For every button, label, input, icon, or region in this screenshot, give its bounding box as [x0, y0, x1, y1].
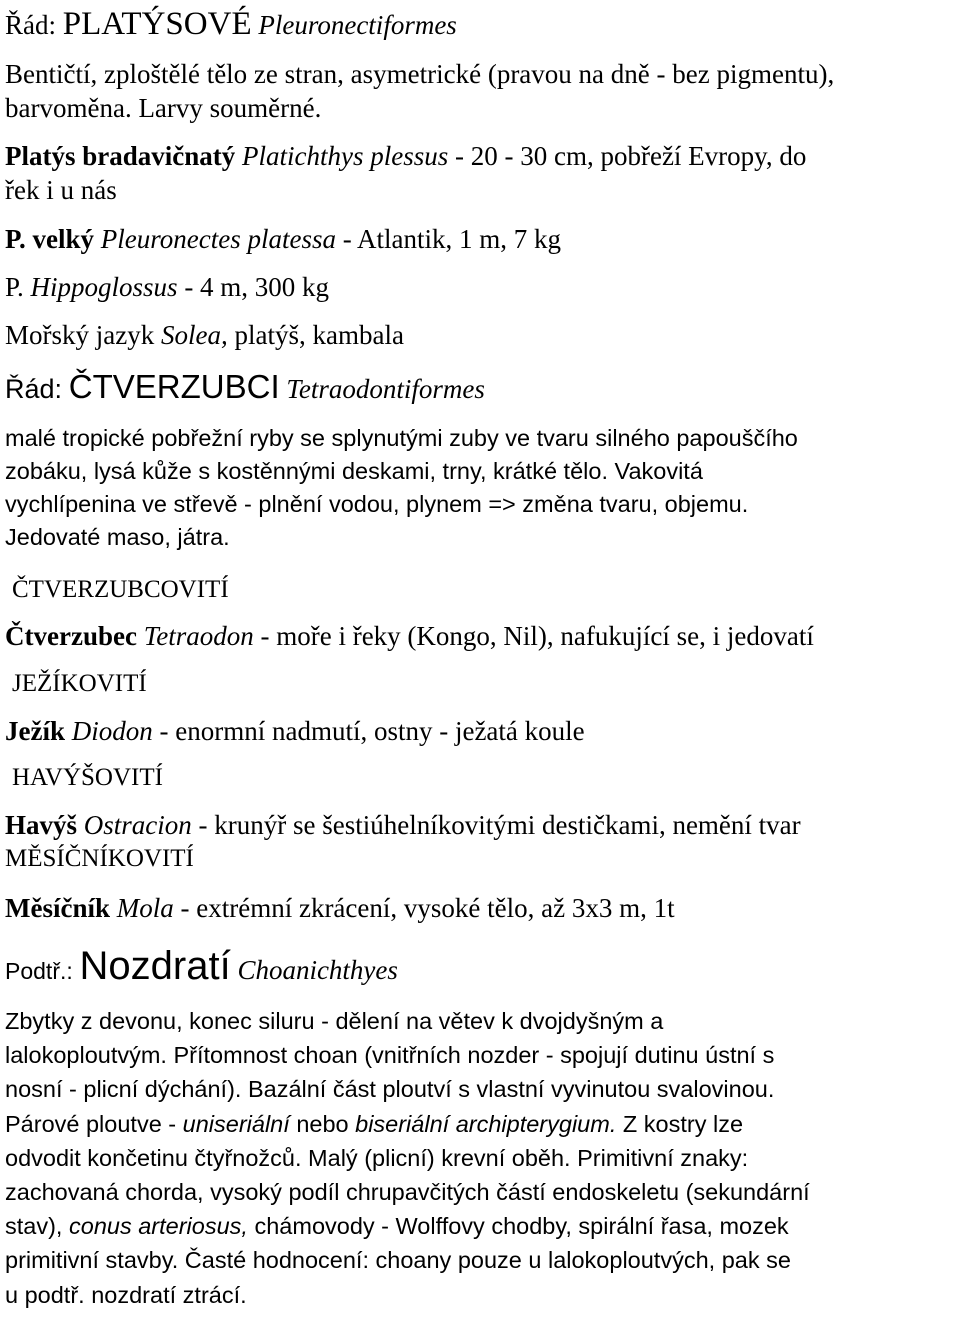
desc-text: Párové ploutve -: [5, 1110, 177, 1137]
order-name: PLATÝSOVÉ: [62, 6, 252, 42]
species-name: Havýš: [5, 810, 78, 840]
species-entry: [5, 891, 954, 925]
desc-text: Z kostry lze: [622, 1110, 744, 1137]
desc-line: Zbytky z devonu, konec siluru - dělení na větev k dvojdyšným a: [5, 1008, 664, 1034]
species-info: - enormní nadmutí, ostny - ježatá koule: [159, 716, 585, 746]
species-info: řek i u nás: [5, 175, 117, 205]
subclass-name: Nozdratí: [79, 944, 231, 988]
order-prefix: Řád:: [5, 10, 56, 40]
desc-line: Jedovaté maso, játra.: [5, 524, 230, 550]
desc-line: lalokoploutvým. Přítomnost choan (vnitřních nozder - spojují dutinu ústní s: [5, 1042, 775, 1069]
desc-line: [5, 1107, 954, 1141]
desc-line: malé tropické pobřežní ryby se splynutými zuby ve tvaru silného papouščího: [5, 425, 798, 451]
desc-text: nebo: [296, 1110, 349, 1137]
species-entry: [5, 714, 954, 748]
species-latin: Hippoglossus: [30, 272, 178, 302]
family-heading: HAVÝŠOVITÍ: [12, 764, 163, 791]
desc-line: odvodit končetinu čtyřnožců. Malý (plicní) krevní oběh. Primitivní znaky:: [5, 1144, 749, 1171]
desc-line: Bentičtí, zploštělé tělo ze stran, asymetrické (pravou na dně - bez pigmentu),: [5, 59, 835, 89]
order-latin: Pleuronectiformes: [258, 10, 457, 40]
species-name: P.: [5, 272, 24, 302]
desc-text: chámovody - Wolffovy chodby, spirální řasa, mozek: [254, 1213, 789, 1240]
subclass-heading: [5, 940, 954, 997]
order-description: [5, 422, 954, 554]
species-entry: [5, 270, 954, 304]
desc-text: stav),: [5, 1213, 63, 1240]
species-latin: Diodon: [71, 716, 153, 746]
family-heading: MĚSÍČNÍKOVITÍ: [5, 845, 194, 872]
species-name: Platýs bradavičnatý: [5, 141, 236, 171]
species-name: Ježík: [5, 716, 65, 746]
order-latin: Tetraodontiformes: [286, 374, 485, 404]
species-info: - Atlantik, 1 m, 7 kg: [342, 224, 561, 254]
order-description: [5, 57, 954, 125]
species-info: - extrémní zkrácení, vysoké tělo, až 3x3 m, 1t: [180, 893, 675, 923]
species-info: - 4 m, 300 kg: [184, 272, 330, 302]
species-name: P. velký: [5, 224, 95, 254]
species-info: - moře i řeky (Kongo, Nil), nafukující se, i jedovatí: [260, 621, 814, 651]
species-info: - 20 - 30 cm, pobřeží Evropy, do: [455, 141, 807, 171]
species-info: - krunýř se šestiúhelníkovitými destičkami, nemění tvar: [198, 810, 801, 840]
species-latin: Tetraodon: [143, 621, 254, 651]
species-latin: Platichthys plessus: [242, 141, 449, 171]
species-info: platýš, kambala: [234, 320, 404, 350]
order-heading-platysove: [5, 4, 954, 45]
desc-term: conus arteriosus,: [69, 1213, 248, 1240]
species-entry: [5, 619, 954, 653]
subclass-description: [5, 1004, 954, 1312]
species-name: Čtverzubec: [5, 621, 137, 651]
desc-line: u podtř. nozdratí ztrácí.: [5, 1281, 247, 1308]
desc-line: vychlípenina ve střevě - plnění vodou, plynem => změna tvaru, objemu.: [5, 491, 749, 517]
family-heading: JEŽÍKOVITÍ: [12, 670, 147, 697]
species-name: Měsíčník: [5, 893, 110, 923]
order-prefix: Řád:: [5, 374, 63, 404]
desc-term: biseriální archipterygium.: [355, 1110, 617, 1137]
family-heading: ČTVERZUBCOVITÍ: [12, 576, 229, 603]
species-entry: [5, 222, 954, 256]
species-latin: Solea,: [160, 320, 228, 350]
order-name: ČTVERZUBCI: [68, 368, 280, 405]
species-name: Mořský jazyk: [5, 320, 155, 350]
desc-line: zobáku, lysá kůže s kostěnnými deskami, trny, krátké tělo. Vakovitá: [5, 458, 703, 484]
species-latin: Pleuronectes platessa: [100, 224, 336, 254]
species-latin: Mola: [116, 893, 174, 923]
desc-line: nosní - plicní dýchání). Bazální část ploutví s vlastní vyvinutou svalovinou.: [5, 1076, 775, 1103]
species-entry: [5, 808, 954, 842]
desc-line: barvoměna. Larvy souměrné.: [5, 93, 322, 123]
desc-line: primitivní stavby. Časté hodnocení: choany pouze u lalokoploutvých, pak se: [5, 1247, 791, 1274]
species-latin: Ostracion: [83, 810, 192, 840]
desc-line: zachovaná chorda, vysoký podíl chrupavčitých částí endoskeletu (sekundární: [5, 1179, 810, 1206]
order-heading-ctverzubci: [5, 366, 954, 410]
desc-term: uniseriální: [182, 1110, 290, 1137]
subclass-prefix: Podtř.:: [5, 958, 73, 984]
species-entry: [5, 318, 954, 352]
desc-line: [5, 1209, 954, 1243]
subclass-latin: Choanichthyes: [237, 955, 398, 985]
species-entry: [5, 139, 954, 207]
